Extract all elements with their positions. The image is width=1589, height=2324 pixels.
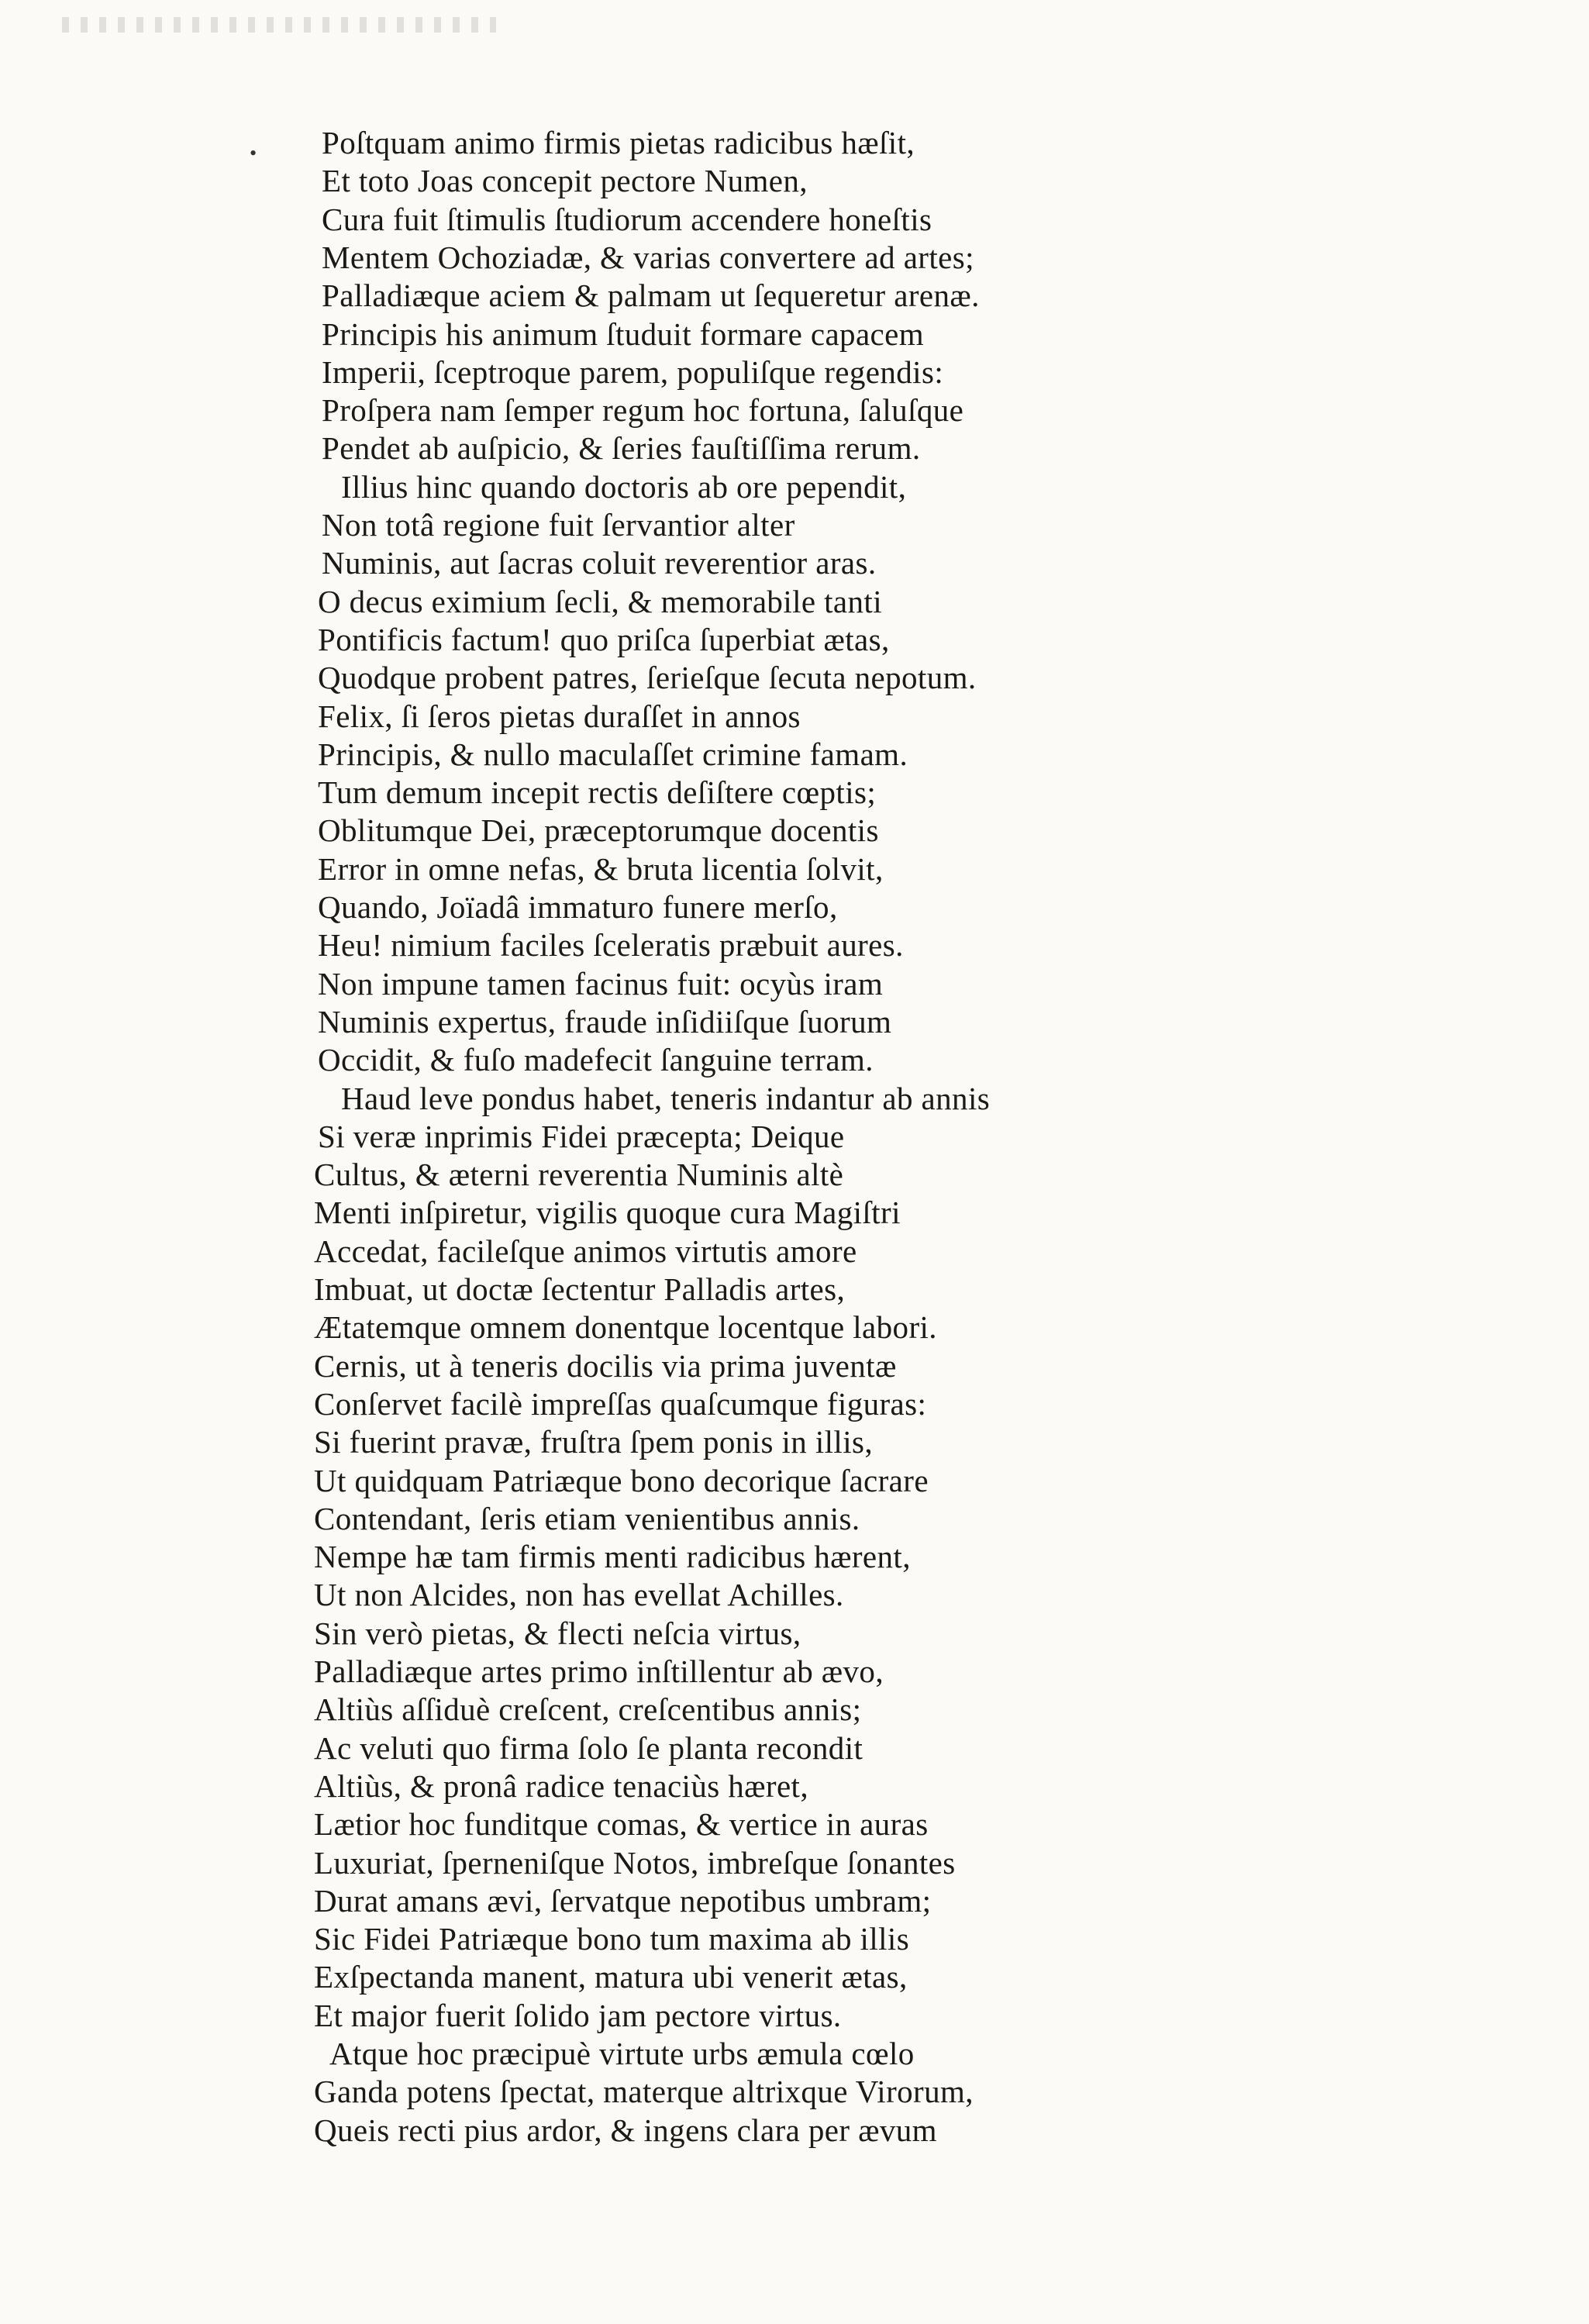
poem-line: Non impune tamen facinus fuit: ocyùs iram [318, 965, 884, 1002]
poem-line: Cura fuit ſtimulis ſtudiorum accendere honeſtis [322, 201, 932, 237]
poem-line: Felix, ſi ſeros pietas duraſſet in annos [318, 698, 801, 734]
poem-line: Principis, & nullo maculaſſet crimine famam. [318, 736, 908, 772]
poem-line: Palladiæque aciem & palmam ut ſequeretur arenæ. [322, 278, 980, 314]
poem-line: Si fuerint pravæ, fruſtra ſpem ponis in illis, [314, 1424, 874, 1460]
poem-line: Illius hinc quando doctoris ab ore pependit, [341, 468, 907, 505]
poem-line: Imperii, ſceptroque parem, populiſque regendis: [322, 353, 944, 390]
poem-line: Palladiæque artes primo inſtillentur ab ævo, [314, 1653, 884, 1689]
poem-line: O decus eximium ſecli, & memorabile tanti [318, 583, 883, 619]
margin-dot: • [250, 142, 257, 164]
poem-line: Numinis expertus, fraude inſidiiſque ſuorum [318, 1003, 892, 1040]
scan-edge-artifact [62, 17, 496, 33]
poem-line: Error in omne nefas, & bruta licentia ſolvit, [318, 850, 884, 887]
poem-line: Proſpera nam ſemper regum hoc fortuna, ſaluſque [322, 392, 964, 429]
poem-line: Ut quidquam Patriæque bono decorique ſacrare [314, 1462, 929, 1498]
poem-line: Ac veluti quo firma ſolo ſe planta recondit [314, 1729, 863, 1766]
poem-line: Nempe hæ tam firmis menti radicibus hærent, [314, 1539, 911, 1575]
poem-line: Ganda potens ſpectat, materque altrixque Virorum, [314, 2074, 974, 2110]
poem-line: Principis his animum ſtuduit formare capacem [322, 315, 925, 352]
poem-line: Occidit, & fuſo madefecit ſanguine terram. [318, 1042, 874, 1078]
poem-line: Altiùs, & pronâ radice tenaciùs hæret, [314, 1767, 808, 1804]
poem-line: Si veræ inprimis Fidei præcepta; Deique [318, 1118, 845, 1154]
poem-line: Et toto Joas concepit pectore Numen, [322, 163, 808, 199]
poem-line: Sic Fidei Patriæque bono tum maxima ab illis [314, 1921, 910, 1957]
poem-line: Contendant, ſeris etiam venientibus annis. [314, 1500, 860, 1536]
poem-line: Quando, Joïadâ immaturo funere merſo, [318, 889, 838, 925]
poem-line: Atque hoc præcipuè virtute urbs æmula cœlo [329, 2036, 915, 2071]
poem-line: Durat amans ævi, ſervatque nepotibus umbram; [314, 1882, 932, 1919]
poem-line: Non totâ regione fuit ſervantior alter [322, 507, 795, 543]
poem-line: Queis recti pius ardor, & ingens clara per ævum [314, 2112, 937, 2148]
poem-line: Oblitumque Dei, præceptorumque docentis [318, 812, 879, 849]
poem-line: Heu! nimium faciles ſceleratis præbuit aures. [318, 927, 904, 964]
poem-line: Imbuat, ut doctæ ſectentur Palladis artes, [314, 1271, 846, 1307]
poem-line: Ætatemque omnem donentque locentque labori. [314, 1309, 937, 1346]
poem-line: Mentem Ochoziadæ, & varias convertere ad artes; [322, 239, 974, 275]
poem-line: Pendet ab auſpicio, & ſeries fauſtiſſima rerum. [322, 430, 921, 467]
poem-line: Sin verò pietas, & flecti neſcia virtus, [314, 1615, 801, 1651]
poem-line: Lætior hoc funditque comas, & vertice in auras [314, 1806, 929, 1843]
poem-line: Tum demum incepit rectis deſiſtere cœptis; [318, 774, 877, 811]
poem-line: Numinis, aut ſacras coluit reverentior aras. [322, 545, 877, 581]
poem-line: Menti inſpiretur, vigilis quoque cura Magiſtri [314, 1195, 901, 1231]
poem-line: Et major fuerit ſolido jam pectore virtus. [314, 1997, 842, 2033]
poem-line: Haud leve pondus habet, teneris indantur ab annis [341, 1080, 991, 1116]
poem-line: Conſervet facilè impreſſas quaſcumque figuras: [314, 1385, 927, 1422]
poem-line: Ut non Alcides, non has evellat Achilles. [314, 1577, 844, 1613]
poem-line: Pontificis factum! quo priſca ſuperbiat ætas, [318, 621, 890, 657]
poem-line: Accedat, facileſque animos virtutis amore [314, 1233, 857, 1269]
poem-line: Cernis, ut à teneris docilis via prima juventæ [314, 1347, 897, 1384]
poem-line: Quodque probent patres, ſerieſque ſecuta nepotum. [318, 660, 977, 696]
poem-line: Altiùs aſſiduè creſcent, creſcentibus annis; [314, 1691, 862, 1728]
poem-line: Poſtquam animo firmis pietas radicibus hæſit, [322, 125, 915, 160]
poem-line: Luxuriat, ſperneniſque Notos, imbreſque ſonantes [314, 1844, 956, 1881]
poem-line: Exſpectanda manent, matura ubi venerit ætas, [314, 1959, 908, 1995]
poem-line: Cultus, & æterni reverentia Numinis altè [314, 1157, 844, 1193]
